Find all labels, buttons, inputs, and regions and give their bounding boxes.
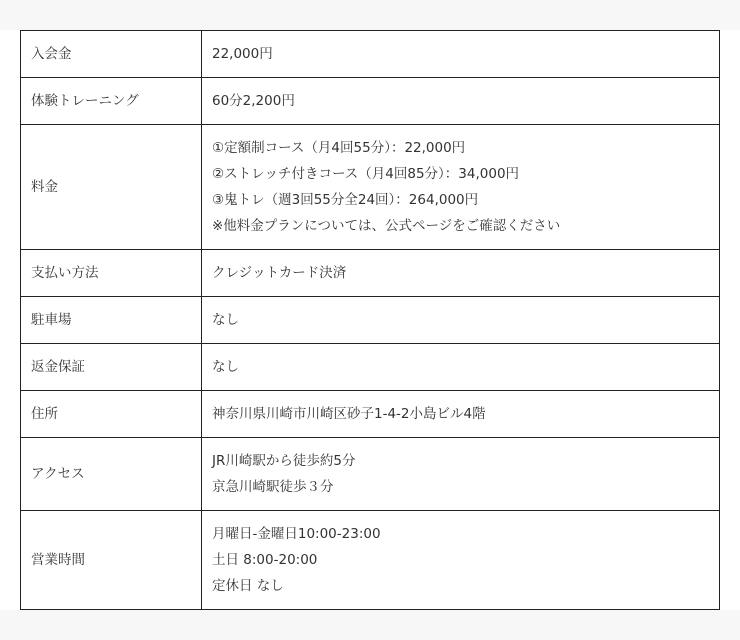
row-label: 返金保証 [21,344,202,391]
value-line: 22,000円 [212,46,273,62]
row-value [202,438,720,511]
value-line: ①定額制コース（月4回55分）：22,000円 [212,140,466,156]
value-line: クレジットカード決済 [212,265,347,281]
row-label: 駐車場 [21,297,202,344]
row-label: 住所 [21,391,202,438]
table-row-hours [21,511,720,610]
row-label: 料金 [21,125,202,250]
row-label: 支払い方法 [21,250,202,297]
row-label: アクセス [21,438,202,511]
value-line: 神奈川県川崎市川崎区砂子1-4-2小島ビル4階 [212,406,486,422]
row-value [202,31,720,78]
table-row-enrollment-fee [21,31,720,78]
row-value [202,511,720,610]
value-line: 土日 8:00-20:00 [212,552,318,568]
content-area [0,30,740,610]
row-value [202,78,720,125]
row-value [202,250,720,297]
value-line: ②ストレッチ付きコース（月4回85分）：34,000円 [212,166,520,182]
row-value [202,297,720,344]
value-line: 月曜日-金曜日10:00-23:00 [212,526,381,542]
value-line: ※他料金プランについては、公式ページをご確認ください [212,218,561,234]
row-value [202,391,720,438]
table-row-access [21,438,720,511]
value-line: JR川崎駅から徒歩約5分 [212,453,356,469]
value-line: なし [212,359,239,375]
value-line: なし [212,312,239,328]
table-row-payment [21,250,720,297]
gym-info-table [20,30,720,610]
row-value [202,125,720,250]
table-row-price [21,125,720,250]
table-row-trial [21,78,720,125]
row-value [202,344,720,391]
table-row-parking [21,297,720,344]
value-line: ③鬼トレ（週3回55分全24回）：264,000円 [212,192,479,208]
value-line: 定休日 なし [212,578,284,594]
value-line: 京急川崎駅徒歩３分 [212,479,334,495]
row-label: 入会金 [21,31,202,78]
row-label: 体験トレーニング [21,78,202,125]
row-label: 営業時間 [21,511,202,610]
table-row-address [21,391,720,438]
value-line: 60分2,200円 [212,93,295,109]
table-row-refund [21,344,720,391]
bottom-background [0,610,740,640]
